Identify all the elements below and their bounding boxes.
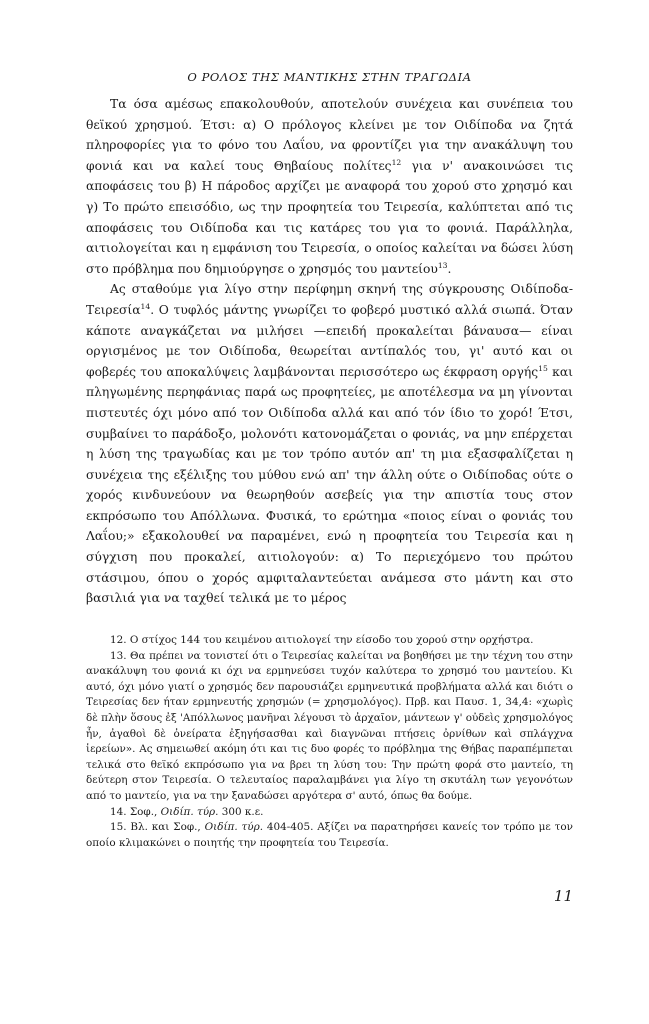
paragraph-teiresias-scene <box>86 279 573 609</box>
paragraph-text: Ας σταθούμε για λίγο στην περίφημη σκηνή της σύγκρουσης Οιδίποδα-Τειρεσία <box>86 282 573 317</box>
paragraph-text: για ν' ανακοινώσει τις αποφάσεις του β) Η πάροδος αρχίζει με αναφορά του χορού στο χρησμό και γ) Το πρώτο επεισόδιο, ως την προφητεία του Τειρεσία, καλύπτεται από τις αποφάσεις του Οιδίποδα και τις κατάρες του για το φονιά. Παράλληλα, αιτιολογείται και η εμφάνιση του Τειρεσία, ο οποίος καλείται να δώσει λύση στο πρόβλημα που δημιούργησε ο χρησμός του μαντείου <box>86 158 574 276</box>
footnote-text: 15. Βλ. και Σοφ., <box>110 821 205 834</box>
paragraph-text: . Ο τυφλός μάντης γνωρίζει το φοβερό μυστικό αλλά σιωπά. Όταν κάποτε αναγκάζεται να μιλήσει —επειδή προκαλείται βάναυσα— είναι οργισμένος με τον Οιδίποδα, θεωρείται αντίπαλός του, γι' αυτό και οι φοβερές του αποκαλύψεις λαμβάνονται περισσότερο ως έκφραση οργής <box>86 302 573 379</box>
footnote-text: 404-405. Αξίζει να παρατηρήσει κανείς τον τρόπο με τον οποίο κλιμακώνει ο ποιητής την προφητεία του Τειρεσία. <box>86 821 573 849</box>
footnote-ref-14[interactable]: 14 <box>140 301 151 311</box>
paragraph-text: . <box>447 261 452 276</box>
running-head: Ο ΡΟΛΟΣ ΤΗΣ ΜΑΝΤΙΚΗΣ ΣΤΗΝ ΤΡΑΓΩΔΙΑ <box>187 70 472 84</box>
work-title: Οιδίπ. τύρ. <box>160 805 219 818</box>
footnote-13: 13. Θα πρέπει να τονιστεί ότι ο Τειρεσίας καλείται να βοηθήσει με την τέχνη του στην ανακάλυψη του φονιά κι όχι να ερμηνεύσει τυχόν καλύτερα το χρησμό του μαντείου. Κι αυτό, όχι μόνο γιατί ο χρησμός δεν παρουσιάζει ερμηνευτικά προβλήματα αλλά και διότι ο Τειρεσίας δεν ήταν ερμηνευτής χρησμών (= χρησμολόγος). Πρβ. και Παυσ. 1, 34,4: «χωρὶς δὲ πλὴν ὅσους ἐξ 'Απόλλωνος μανῆναι λέγουσι τὸ ἀρχαῖον, μάντεων γ' οὐδεὶς χρησμολόγος ἦν, ἀγαθοὶ δὲ ὀνείρατα ἐξηγήσασθαι καὶ διαγνῶναι πτήσεις ὀρνίθων καὶ σπλάγχνα ἱερείων». Ας σημειωθεί ακόμη ότι και τις δυο φορές το πρόβλημα της Θήβας παραπέμπεται τελικά στο θεϊκό εκπρόσωπο για να βρει τη λύση του: Την πρώτη φορά στο μαντείο, τη δεύτερη στον Τειρεσία. Ο τελευταίος παραλαμβάνει για λίγο τη σκυτάλη των γεγονότων από το μαντείο, για να την ξαναδώσει αργότερα σ' αυτό, όπως θα δούμε. <box>86 649 574 802</box>
footnote-ref-12[interactable]: 12 <box>391 157 402 167</box>
paragraph-text: Τα όσα αμέσως επακολουθούν, αποτελούν συνέχεια και συνέπεια του θεϊκού χρησμού. Έτσι: α) Ο πρόλογος κλείνει με τον Οιδίποδα να ζητά πληροφορίες για το φόνο του Λαΐου, να φροντίζει για την ανακάλυψη του φονιά και να καλεί τους Θηβαίους πολίτες <box>86 97 573 173</box>
work-title: Οιδίπ. τύρ. <box>204 821 264 834</box>
footnote-ref-13[interactable]: 13 <box>437 260 448 270</box>
footnote-15 <box>86 820 573 851</box>
footnote-ref-15[interactable]: 15 <box>538 363 548 373</box>
paragraph-text: και πληγωμένης περηφάνιας παρά ως προφητείες, με αποτέλεσμα να μη γίνονται πιστευτές όχι μόνο από τον Οιδίποδα αλλά και από τόν ίδιο το χορό! Έτσι, συμβαίνει το παράδοξο, μολονότι κατονομάζεται ο φονιάς, να μην επέρχεται η λύση της τραγωδίας και με τον τρόπο αυτόν απ' τη μια εξασφαλίζεται η συνέχεια της εξέλιξης του μύθου ενώ απ' την άλλη ούτε ο Οιδίποδας ούτε ο χορός κινδυνεύουν να θεωρηθούν ασεβείς για την απιστία τους στον εκπρόσωπο του Απόλλωνα. Φυσικά, το ερώτημα «ποιος είναι ο φονιάς του Λαΐου;» εξακολουθεί να παραμένει, ενώ η προφητεία του Τειρεσία και η σύγχιση που προκαλεί, αιτιολογούν: α) Το περιεχόμενο του πρώτου στάσιμου, όπου ο χορός αμφιταλαντεύεται ανάμεσα στο μάντη και στο βασιλιά για να ταχθεί τελικά με το μέρος <box>86 364 573 606</box>
main-text <box>86 94 573 609</box>
page-number: 11 <box>553 887 573 905</box>
footnote-text: 14. Σοφ., <box>110 805 161 818</box>
footnote-14 <box>86 805 573 821</box>
footnotes <box>86 633 573 851</box>
footnote-text: 300 κ.ε. <box>218 805 264 818</box>
footnote-12: 12. Ο στίχος 144 του κειμένου αιτιολογεί την είσοδο του χορού στην ορχήστρα. <box>110 634 534 646</box>
paragraph-oracle-consequences <box>86 94 573 279</box>
